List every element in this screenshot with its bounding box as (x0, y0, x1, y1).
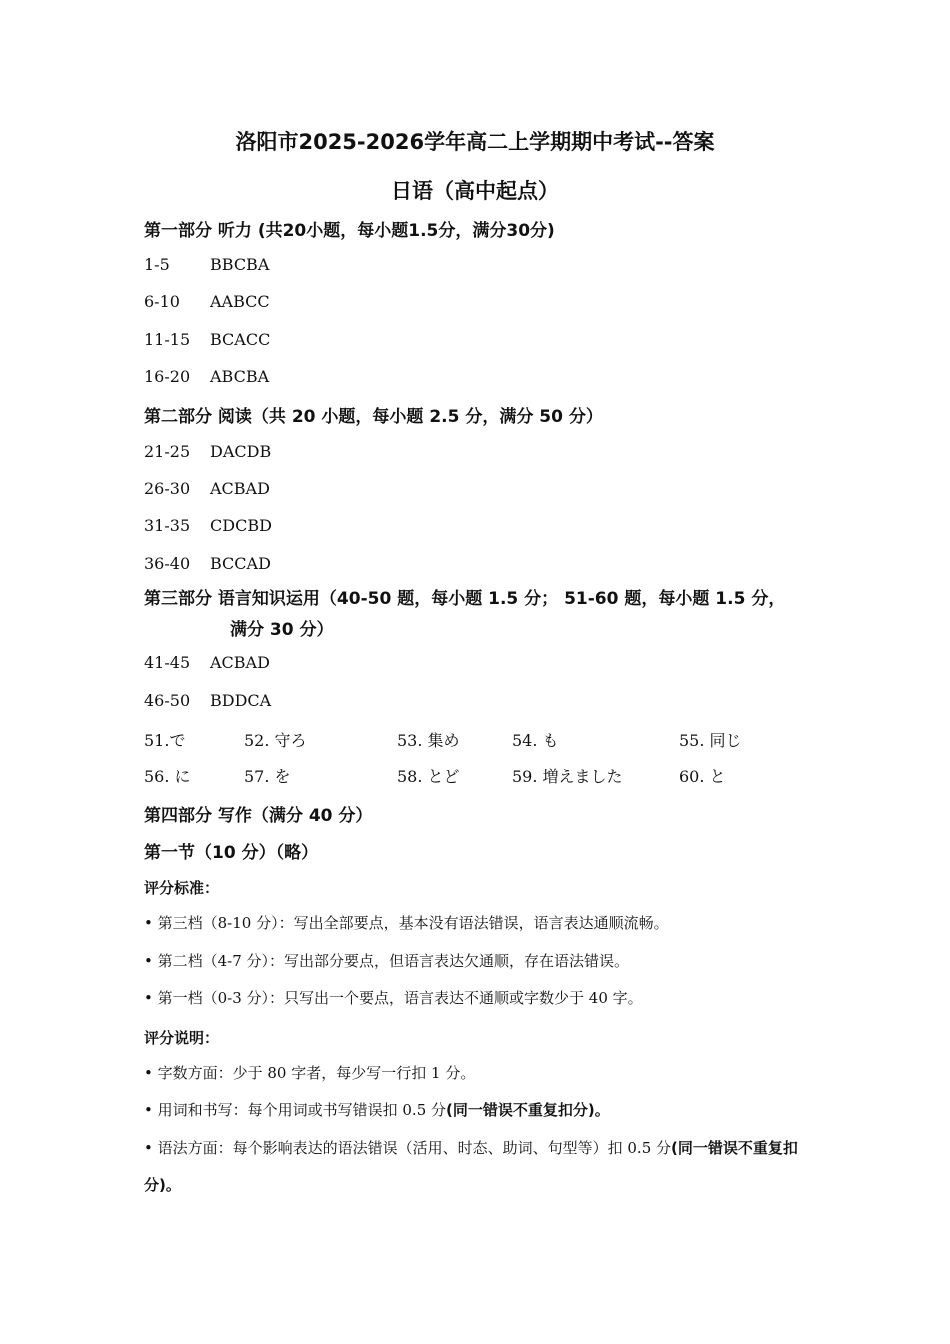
answer-row (144, 367, 269, 386)
note-grammar-text: • 语法方面：每个影响表达的语法错误（活用、时态、助词、句型等）扣 0.5 分 (144, 1139, 672, 1157)
answer-row (144, 479, 270, 498)
answer-row (144, 255, 269, 274)
answer-value: ABCBA (210, 367, 270, 386)
answer-row (144, 516, 272, 535)
answer-range: 11-15 (144, 330, 191, 349)
notes-label: 评分说明： (144, 1029, 220, 1047)
answer-range: 1-5 (144, 255, 170, 274)
note-wording-text: • 用词和书写：每个用词或书写错误扣 0.5 分 (144, 1101, 447, 1119)
answer-row (144, 653, 270, 672)
answer-range: 26-30 (144, 479, 191, 498)
fill-answer-53: 53. 集め (397, 731, 460, 750)
part3-heading: 第三部分 语言知识运用（40-50 题，每小题 1.5 分； 51-60 题，每小题 1.5 分， (144, 589, 786, 609)
answer-row (144, 442, 271, 461)
page-subtitle: 日语（高中起点） (391, 179, 559, 203)
answer-value: BCACC (210, 330, 271, 349)
fill-answer-54: 54. も (512, 731, 559, 750)
answer-value: ACBAD (210, 653, 270, 672)
answer-range: 6-10 (144, 292, 180, 311)
answer-row (144, 292, 270, 311)
answer-range: 46-50 (144, 691, 191, 710)
fill-answer-59: 59. 増えました (512, 767, 623, 786)
note-grammar (144, 1130, 814, 1204)
answer-range: 31-35 (144, 516, 191, 535)
page-title: 洛阳市2025-2026学年高二上学期期中考试--答案 (235, 130, 715, 154)
note-grammar-bold: (同一错误不重复扣分)。 (144, 1139, 798, 1194)
section1-heading: 第一节（10 分）（略） (144, 843, 319, 863)
criteria-item: • 第一档（0-3 分）：只写出一个要点，语言表达不通顺或字数少于 40 字。 (144, 989, 643, 1007)
fill-answer-51: 51.で (144, 731, 186, 750)
answer-value: BCCAD (210, 554, 271, 573)
answer-value: BDDCA (210, 691, 272, 710)
fill-answer-56: 56. に (144, 767, 191, 786)
answer-range: 36-40 (144, 554, 191, 573)
part2-heading: 第二部分 阅读（共 20 小题，每小题 2.5 分，满分 50 分） (144, 407, 603, 427)
answer-row (144, 691, 271, 710)
fill-answer-60: 60. と (679, 767, 726, 786)
criteria-item: • 第三档（8-10 分）：写出全部要点，基本没有语法错误，语言表达通顺流畅。 (144, 914, 669, 932)
answer-value: CDCBD (210, 516, 272, 535)
part3-heading-cont: 满分 30 分） (230, 620, 334, 640)
criteria-label: 评分标准： (144, 879, 220, 897)
criteria-item: • 第二档（4-7 分）：写出部分要点，但语言表达欠通顺，存在语法错误。 (144, 952, 630, 970)
fill-answer-57: 57. を (244, 767, 291, 786)
fill-answer-52: 52. 守ろ (244, 731, 307, 750)
note-wording-bold: (同一错误不重复扣分)。 (446, 1101, 610, 1119)
answer-row (144, 554, 271, 573)
note-wording (144, 1092, 814, 1129)
answer-value: AABCC (210, 292, 270, 311)
part4-heading: 第四部分 写作（满分 40 分） (144, 806, 373, 826)
fill-answer-55: 55. 同じ (679, 731, 742, 750)
fill-answer-58: 58. とど (397, 767, 460, 786)
answer-value: DACDB (210, 442, 272, 461)
answer-range: 41-45 (144, 653, 191, 672)
note-word-count: • 字数方面：少于 80 字者，每少写一行扣 1 分。 (144, 1064, 476, 1082)
answer-value: ACBAD (210, 479, 270, 498)
part1-heading: 第一部分 听力 (共20小题，每小题1.5分，满分30分) (144, 221, 555, 241)
answer-row (144, 330, 270, 349)
answer-range: 16-20 (144, 367, 191, 386)
answer-range: 21-25 (144, 442, 191, 461)
answer-value: BBCBA (210, 255, 270, 274)
